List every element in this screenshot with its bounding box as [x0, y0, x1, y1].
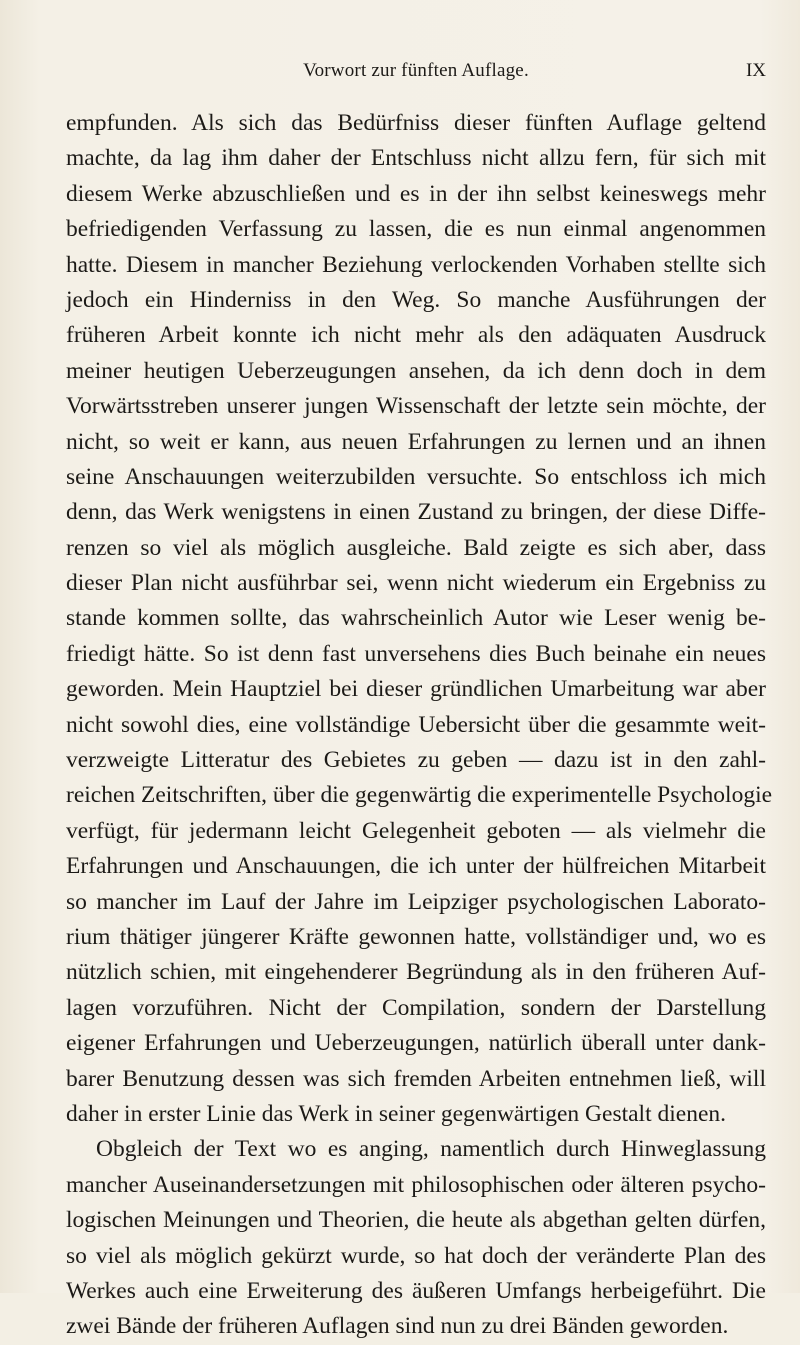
- text-line: nützlich schien, mit eingehenderer Begründung als in den früheren Auf-: [66, 959, 766, 986]
- text-line: geworden. Mein Hauptziel bei dieser gründlichen Umarbeitung war aber: [66, 676, 766, 703]
- text-line: zwei Bände der früheren Auflagen sind nun zu drei Bänden geworden.: [66, 1313, 729, 1340]
- text-line: denn, das Werk wenigstens in einen Zustand zu bringen, der diese Diffe-: [66, 499, 766, 526]
- text-line: jedoch ein Hinderniss in den Weg. So manche Ausführungen der: [66, 286, 766, 313]
- paragraph-2: [66, 1132, 766, 1344]
- text-line: so mancher im Lauf der Jahre im Leipziger psychologischen Laborato-: [66, 888, 766, 915]
- text-line: so viel als möglich gekürzt wurde, so hat doch der veränderte Plan des: [66, 1242, 766, 1269]
- text-line: mancher Auseinandersetzungen mit philosophischen oder älteren psycho-: [66, 1171, 766, 1198]
- running-title: Vorwort zur fünften Auflage.: [303, 60, 529, 81]
- text-line: Vorwärtsstreben unserer jungen Wissenschaft der letzte sein möchte, der: [66, 393, 766, 420]
- text-line: nicht sowohl dies, eine vollständige Uebersicht über die gesammte weit-: [66, 711, 766, 738]
- text-line: lagen vorzuführen. Nicht der Compilation, sondern der Darstellung: [66, 994, 766, 1021]
- page-number: IX: [745, 60, 766, 81]
- page-header: [66, 60, 766, 88]
- body-text: [66, 106, 773, 1345]
- text-line: Werkes auch eine Erweiterung des äußeren Umfangs herbeigeführt. Die: [66, 1277, 766, 1304]
- text-line: früheren Arbeit konnte ich nicht mehr als den adäquaten Ausdruck: [66, 322, 766, 349]
- text-line: daher in erster Linie das Werk in seiner gegenwärtigen Gestalt dienen.: [66, 1100, 726, 1127]
- text-line: Obgleich der Text wo es anging, namentlich durch Hinweglassung: [96, 1136, 766, 1163]
- text-line: verfügt, für jedermann leicht Gelegenheit geboten — als vielmehr die: [66, 817, 766, 844]
- text-line: reichen Zeitschriften, über die gegenwärtig die experimentelle Psychologie: [66, 782, 773, 809]
- text-line: Erfahrungen und Anschauungen, die ich unter der hülfreichen Mitarbeit: [66, 853, 766, 880]
- text-line: hatte. Diesem in mancher Beziehung verlockenden Vorhaben stellte sich: [66, 251, 766, 278]
- text-line: befriedigenden Verfassung zu lassen, die es nun einmal angenommen: [66, 216, 766, 243]
- paragraph-1: [66, 106, 773, 1132]
- text-line: machte, da lag ihm daher der Entschluss nicht allzu fern, für sich mit: [66, 145, 766, 172]
- text-line: renzen so viel als möglich ausgleiche. Bald zeigte es sich aber, dass: [66, 534, 766, 561]
- text-line: barer Benutzung dessen was sich fremden Arbeiten entnehmen ließ, will: [66, 1065, 766, 1092]
- text-line: logischen Meinungen und Theorien, die heute als abgethan gelten dürfen,: [66, 1207, 766, 1234]
- text-line: diesem Werke abzuschließen und es in der ihn selbst keineswegs mehr: [66, 180, 766, 207]
- text-line: empfunden. Als sich das Bedürfniss dieser fünften Auflage geltend: [66, 110, 766, 136]
- text-line: verzweigte Litteratur des Gebietes zu geben — dazu ist in den zahl-: [66, 747, 766, 774]
- text-line: nicht, so weit er kann, aus neuen Erfahrungen zu lernen und an ihnen: [66, 428, 766, 455]
- text-line: seine Anschauungen weiterzubilden versuchte. So entschloss ich mich: [66, 463, 766, 490]
- text-line: eigener Erfahrungen und Ueberzeugungen, natürlich überall unter dank-: [66, 1030, 766, 1057]
- text-line: meiner heutigen Ueberzeugungen ansehen, da ich denn doch in dem: [66, 357, 766, 384]
- text-line: friedigt hätte. So ist denn fast unversehens dies Buch beinahe ein neues: [66, 640, 766, 667]
- text-line: dieser Plan nicht ausführbar sei, wenn nicht wiederum ein Ergebniss zu: [66, 570, 766, 597]
- text-line: rium thätiger jüngerer Kräfte gewonnen hatte, vollständiger und, wo es: [66, 923, 766, 950]
- text-line: stande kommen sollte, das wahrscheinlich Autor wie Leser wenig be-: [66, 605, 766, 632]
